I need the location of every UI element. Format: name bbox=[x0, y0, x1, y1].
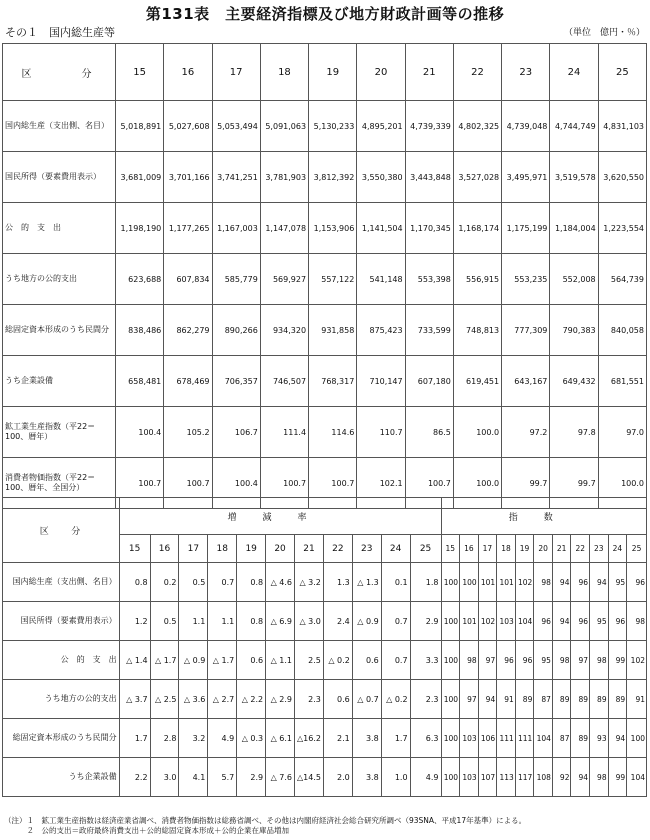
table1-cell: 3,443,848 bbox=[405, 152, 453, 203]
table2-index-cell: 113 bbox=[497, 758, 516, 797]
growth-index-table bbox=[2, 497, 647, 797]
table2-rate-cell: △ 0.3 bbox=[237, 719, 266, 758]
table2-index-cell: 107 bbox=[478, 758, 497, 797]
table1-cell: 4,744,749 bbox=[550, 101, 598, 152]
table2-index-cell: 89 bbox=[571, 719, 590, 758]
table2-rate-cell: 6.3 bbox=[410, 719, 441, 758]
table2-rate-cell: 4.1 bbox=[179, 758, 208, 797]
section-subtitle: その１ 国内総生産等 bbox=[5, 26, 115, 39]
table1-cell: 1,147,078 bbox=[260, 203, 308, 254]
table2-index-cell: 95 bbox=[534, 641, 553, 680]
table1-cell: 931,858 bbox=[309, 305, 357, 356]
table2-index-year-header: 21 bbox=[552, 535, 571, 563]
footnotes bbox=[4, 816, 526, 836]
table2-rate-cell: 3.2 bbox=[179, 719, 208, 758]
table1-cell: 100.4 bbox=[212, 458, 260, 509]
table1-year-header: 19 bbox=[309, 44, 357, 101]
table1-cell: 619,451 bbox=[453, 356, 501, 407]
table2-row bbox=[3, 602, 647, 641]
table2-index-cell: 98 bbox=[590, 758, 609, 797]
table1-header-label: 区 分 bbox=[3, 44, 116, 101]
table1-cell: 110.7 bbox=[357, 407, 405, 458]
table1-cell: 1,168,174 bbox=[453, 203, 501, 254]
table2-row-label: うち地方の公的支出 bbox=[3, 680, 120, 719]
table2-index-year-header: 22 bbox=[571, 535, 590, 563]
table2-rate-year-header: 15 bbox=[119, 535, 150, 563]
table2-index-cell: 106 bbox=[478, 719, 497, 758]
gdp-values-table bbox=[2, 43, 647, 509]
table1-cell: 100.0 bbox=[453, 407, 501, 458]
table1-cell: 97.0 bbox=[598, 407, 646, 458]
table2-index-cell: 98 bbox=[534, 563, 553, 602]
table2-index-cell: 97 bbox=[478, 641, 497, 680]
table2-row-label: うち企業設備 bbox=[3, 758, 120, 797]
table2-rate-cell: 0.6 bbox=[237, 641, 266, 680]
table1-cell: 4,802,325 bbox=[453, 101, 501, 152]
table1-cell: 100.7 bbox=[260, 458, 308, 509]
table2-rate-cell: 0.8 bbox=[237, 563, 266, 602]
table2-rate-year-header: 17 bbox=[179, 535, 208, 563]
table1-cell: 1,153,906 bbox=[309, 203, 357, 254]
table2-index-cell: 100 bbox=[441, 758, 460, 797]
table2-index-cell: 102 bbox=[478, 602, 497, 641]
table1-row bbox=[3, 305, 647, 356]
table2-index-cell: 101 bbox=[478, 563, 497, 602]
table2-rate-cell: 0.6 bbox=[352, 641, 381, 680]
table1-cell: 790,383 bbox=[550, 305, 598, 356]
table1-cell: 607,834 bbox=[164, 254, 212, 305]
table2-index-cell: 87 bbox=[534, 680, 553, 719]
table2-rate-cell: △ 3.2 bbox=[295, 563, 324, 602]
table1-cell: 3,495,971 bbox=[502, 152, 550, 203]
table1-cell: 840,058 bbox=[598, 305, 646, 356]
table2-rate-cell: 1.7 bbox=[119, 719, 150, 758]
table1-cell: 5,018,891 bbox=[116, 101, 164, 152]
table1-cell: 111.4 bbox=[260, 407, 308, 458]
table2-rate-cell: 3.0 bbox=[150, 758, 179, 797]
table2-index-cell: 104 bbox=[534, 719, 553, 758]
table2-index-cell: 117 bbox=[515, 758, 534, 797]
table2-rate-cell: 1.2 bbox=[119, 602, 150, 641]
table1-cell: 105.2 bbox=[164, 407, 212, 458]
table2-rate-cell: △ 1.4 bbox=[119, 641, 150, 680]
table2-index-cell: 100 bbox=[441, 641, 460, 680]
table1-cell: 1,177,265 bbox=[164, 203, 212, 254]
table2-index-cell: 100 bbox=[441, 719, 460, 758]
table2-rate-cell: 5.7 bbox=[208, 758, 237, 797]
table2-rate-cell: 2.8 bbox=[150, 719, 179, 758]
table2-index-cell: 94 bbox=[478, 680, 497, 719]
table2-index-cell: 89 bbox=[552, 680, 571, 719]
table2-index-cell: 104 bbox=[515, 602, 534, 641]
table1-cell: 99.7 bbox=[550, 458, 598, 509]
table1-cell: 710,147 bbox=[357, 356, 405, 407]
table1-row bbox=[3, 152, 647, 203]
table1-row bbox=[3, 254, 647, 305]
table2-rate-cell: △ 3.7 bbox=[119, 680, 150, 719]
table1-cell: 97.2 bbox=[502, 407, 550, 458]
table2-rate-cell: 4.9 bbox=[208, 719, 237, 758]
table2-index-cell: 98 bbox=[460, 641, 479, 680]
table2-index-year-header: 15 bbox=[441, 535, 460, 563]
table1-cell: 564,739 bbox=[598, 254, 646, 305]
table2-rate-cell: △ 3.6 bbox=[179, 680, 208, 719]
table1-year-header: 21 bbox=[405, 44, 453, 101]
table2-rate-year-header: 20 bbox=[266, 535, 295, 563]
table2-rate-cell: 3.8 bbox=[352, 758, 381, 797]
table1-row bbox=[3, 407, 647, 458]
table1-cell: 1,175,199 bbox=[502, 203, 550, 254]
table1-row-label: 鉱工業生産指数（平22＝100、暦年） bbox=[3, 407, 116, 458]
table2-rate-cell: △ 0.9 bbox=[352, 602, 381, 641]
table1-row bbox=[3, 203, 647, 254]
table2-rate-group-header: 増減率 bbox=[119, 498, 441, 535]
table1-header-row bbox=[3, 44, 647, 101]
table2-index-cell: 96 bbox=[571, 602, 590, 641]
table2-rate-cell: △ 4.6 bbox=[266, 563, 295, 602]
table2-rate-cell: 2.3 bbox=[410, 680, 441, 719]
table2-rate-cell: △ 0.2 bbox=[381, 680, 410, 719]
table2-rate-cell: 2.4 bbox=[323, 602, 352, 641]
table1-cell: 4,895,201 bbox=[357, 101, 405, 152]
table2-rate-cell: △ 2.7 bbox=[208, 680, 237, 719]
table1-cell: 681,551 bbox=[598, 356, 646, 407]
table2-rate-cell: △14.5 bbox=[295, 758, 324, 797]
table2-row bbox=[3, 719, 647, 758]
table2-row-label: 国民所得（要素費用表示） bbox=[3, 602, 120, 641]
table2-index-cell: 102 bbox=[627, 641, 647, 680]
table2-rate-cell: 0.7 bbox=[381, 641, 410, 680]
table2-rate-cell: △ 7.6 bbox=[266, 758, 295, 797]
table1-cell: 4,831,103 bbox=[598, 101, 646, 152]
table1-cell: 746,507 bbox=[260, 356, 308, 407]
table1-cell: 5,053,494 bbox=[212, 101, 260, 152]
table2-rate-cell: △ 0.7 bbox=[352, 680, 381, 719]
table2-index-cell: 89 bbox=[608, 680, 627, 719]
table2-rate-cell: 0.8 bbox=[119, 563, 150, 602]
table2-rate-cell: △ 0.2 bbox=[323, 641, 352, 680]
table2-index-cell: 100 bbox=[441, 602, 460, 641]
table2-index-cell: 91 bbox=[627, 680, 647, 719]
table2-rate-cell: 2.5 bbox=[295, 641, 324, 680]
table2-rate-year-header: 18 bbox=[208, 535, 237, 563]
table2-rate-cell: 2.9 bbox=[237, 758, 266, 797]
table1-row-label: うち地方の公的支出 bbox=[3, 254, 116, 305]
table1-row-label: 公 的 支 出 bbox=[3, 203, 116, 254]
table2-index-year-header: 19 bbox=[515, 535, 534, 563]
table2-index-cell: 94 bbox=[608, 719, 627, 758]
table2-rate-cell: 2.3 bbox=[295, 680, 324, 719]
table1-cell: 100.4 bbox=[116, 407, 164, 458]
table1-cell: 4,739,048 bbox=[502, 101, 550, 152]
table2-rate-cell: 1.1 bbox=[208, 602, 237, 641]
table1-year-header: 22 bbox=[453, 44, 501, 101]
table2-index-cell: 95 bbox=[608, 563, 627, 602]
table1-cell: 1,141,504 bbox=[357, 203, 405, 254]
table2-index-cell: 100 bbox=[441, 680, 460, 719]
table1-cell: 3,550,380 bbox=[357, 152, 405, 203]
table2-row bbox=[3, 563, 647, 602]
table1-cell: 5,091,063 bbox=[260, 101, 308, 152]
table1-cell: 1,198,190 bbox=[116, 203, 164, 254]
table2-rate-cell: △ 2.5 bbox=[150, 680, 179, 719]
table2-row bbox=[3, 680, 647, 719]
table2-rate-cell: 1.7 bbox=[381, 719, 410, 758]
table2-index-cell: 96 bbox=[608, 602, 627, 641]
table2-rate-cell: 3.3 bbox=[410, 641, 441, 680]
table1-cell: 557,122 bbox=[309, 254, 357, 305]
table1-cell: 556,915 bbox=[453, 254, 501, 305]
table2-group-header-row bbox=[3, 498, 647, 535]
table2-index-cell: 94 bbox=[590, 563, 609, 602]
table1-year-header: 16 bbox=[164, 44, 212, 101]
table1-year-header: 18 bbox=[260, 44, 308, 101]
table2-index-cell: 97 bbox=[460, 680, 479, 719]
table2-index-group-header: 指数 bbox=[441, 498, 646, 535]
table2-index-cell: 94 bbox=[552, 563, 571, 602]
table2-index-cell: 89 bbox=[590, 680, 609, 719]
table1-cell: 862,279 bbox=[164, 305, 212, 356]
table1-cell: 768,317 bbox=[309, 356, 357, 407]
table1-cell: 100.7 bbox=[164, 458, 212, 509]
table2-rate-cell: 2.0 bbox=[323, 758, 352, 797]
table2-index-cell: 97 bbox=[571, 641, 590, 680]
table2-row bbox=[3, 758, 647, 797]
table2-rate-year-header: 24 bbox=[381, 535, 410, 563]
table2-index-cell: 100 bbox=[441, 563, 460, 602]
table1-cell: 3,781,903 bbox=[260, 152, 308, 203]
table2-index-cell: 96 bbox=[515, 641, 534, 680]
table1-cell: 678,469 bbox=[164, 356, 212, 407]
table1-cell: 5,130,233 bbox=[309, 101, 357, 152]
table2-index-cell: 96 bbox=[571, 563, 590, 602]
table1-cell: 585,779 bbox=[212, 254, 260, 305]
table2-rate-cell: 0.7 bbox=[381, 602, 410, 641]
table1-cell: 100.7 bbox=[405, 458, 453, 509]
table1-cell: 5,027,608 bbox=[164, 101, 212, 152]
table1-cell: 706,357 bbox=[212, 356, 260, 407]
footnote-1: （注）１ 鉱工業生産指数は経済産業省調べ、消費者物価指数は総務省調べ、その他は内閣府経済社会総合研究所調べ（93SNA、平成17年基準）による。 bbox=[4, 816, 527, 825]
table2-index-cell: 103 bbox=[497, 602, 516, 641]
table1-row-label: 国内総生産（支出側、名目） bbox=[3, 101, 116, 152]
table1-cell: 3,741,251 bbox=[212, 152, 260, 203]
table2-index-cell: 101 bbox=[460, 602, 479, 641]
table2-rate-year-header: 16 bbox=[150, 535, 179, 563]
table2-index-year-header: 18 bbox=[497, 535, 516, 563]
table1-cell: 934,320 bbox=[260, 305, 308, 356]
table2-rate-cell: △ 1.3 bbox=[352, 563, 381, 602]
table2-index-cell: 96 bbox=[534, 602, 553, 641]
table1-cell: 607,180 bbox=[405, 356, 453, 407]
table2-rate-cell: 1.8 bbox=[410, 563, 441, 602]
table2-rate-year-header: 19 bbox=[237, 535, 266, 563]
table2-index-cell: 100 bbox=[627, 719, 647, 758]
table2-rate-cell: △16.2 bbox=[295, 719, 324, 758]
table1-cell: 658,481 bbox=[116, 356, 164, 407]
table2-index-cell: 111 bbox=[497, 719, 516, 758]
table2-rate-year-header: 21 bbox=[295, 535, 324, 563]
table2-rate-cell: 0.5 bbox=[150, 602, 179, 641]
table1-cell: 100.7 bbox=[309, 458, 357, 509]
table1-cell: 100.7 bbox=[116, 458, 164, 509]
table1-cell: 97.8 bbox=[550, 407, 598, 458]
table2-rate-cell: 3.8 bbox=[352, 719, 381, 758]
table1-cell: 649,432 bbox=[550, 356, 598, 407]
table1-row-label: 消費者物価指数（平22＝100、暦年、全国分） bbox=[3, 458, 116, 509]
table1-cell: 100.0 bbox=[453, 458, 501, 509]
table2-rate-cell: 2.2 bbox=[119, 758, 150, 797]
table2-index-cell: 96 bbox=[497, 641, 516, 680]
table2-rate-cell: △ 1.1 bbox=[266, 641, 295, 680]
table1-cell: 3,701,166 bbox=[164, 152, 212, 203]
table1-year-header: 25 bbox=[598, 44, 646, 101]
table2-rate-cell: 1.0 bbox=[381, 758, 410, 797]
table1-cell: 733,599 bbox=[405, 305, 453, 356]
table1-cell: 99.7 bbox=[502, 458, 550, 509]
table2-index-cell: 102 bbox=[515, 563, 534, 602]
table2-rate-cell: 0.2 bbox=[150, 563, 179, 602]
table1-cell: 1,223,554 bbox=[598, 203, 646, 254]
table1-cell: 838,486 bbox=[116, 305, 164, 356]
table2-index-cell: 108 bbox=[534, 758, 553, 797]
table1-year-header: 15 bbox=[116, 44, 164, 101]
table1-cell: 541,148 bbox=[357, 254, 405, 305]
table1-year-header: 24 bbox=[550, 44, 598, 101]
table2-index-cell: 91 bbox=[497, 680, 516, 719]
table2-index-cell: 96 bbox=[627, 563, 647, 602]
table2-rate-cell: 0.7 bbox=[208, 563, 237, 602]
table2-index-cell: 89 bbox=[515, 680, 534, 719]
table1-cell: 1,184,004 bbox=[550, 203, 598, 254]
table2-rate-cell: 2.9 bbox=[410, 602, 441, 641]
table1-cell: 1,170,345 bbox=[405, 203, 453, 254]
unit-label: （単位 億円・％） bbox=[563, 28, 645, 38]
table1-cell: 114.6 bbox=[309, 407, 357, 458]
table1-cell: 552,008 bbox=[550, 254, 598, 305]
table2-index-cell: 111 bbox=[515, 719, 534, 758]
table1-cell: 569,927 bbox=[260, 254, 308, 305]
table2-index-year-header: 20 bbox=[534, 535, 553, 563]
table1-cell: 643,167 bbox=[502, 356, 550, 407]
page-title: 第131表 主要経済指標及び地方財政計画等の推移 bbox=[145, 5, 505, 23]
table2-index-cell: 94 bbox=[571, 758, 590, 797]
table2-rate-cell: △ 2.2 bbox=[237, 680, 266, 719]
table1-cell: 890,266 bbox=[212, 305, 260, 356]
table2-index-cell: 99 bbox=[608, 641, 627, 680]
table2-index-cell: 89 bbox=[571, 680, 590, 719]
table1-cell: 875,423 bbox=[357, 305, 405, 356]
table1-cell: 748,813 bbox=[453, 305, 501, 356]
table2-index-cell: 98 bbox=[552, 641, 571, 680]
table1-year-header: 17 bbox=[212, 44, 260, 101]
table2-row bbox=[3, 641, 647, 680]
table2-index-cell: 103 bbox=[460, 758, 479, 797]
table1-row-label: 総固定資本形成のうち民間分 bbox=[3, 305, 116, 356]
table2-rate-cell: △ 1.7 bbox=[208, 641, 237, 680]
table2-rate-year-header: 23 bbox=[352, 535, 381, 563]
table1-cell: 3,527,028 bbox=[453, 152, 501, 203]
table2-index-cell: 104 bbox=[627, 758, 647, 797]
table2-index-cell: 93 bbox=[590, 719, 609, 758]
table1-cell: 3,812,392 bbox=[309, 152, 357, 203]
table2-rate-year-header: 22 bbox=[323, 535, 352, 563]
table2-rate-year-header: 25 bbox=[410, 535, 441, 563]
table2-index-cell: 100 bbox=[460, 563, 479, 602]
table1-cell: 3,620,550 bbox=[598, 152, 646, 203]
table2-rate-cell: 0.5 bbox=[179, 563, 208, 602]
table1-cell: 3,681,009 bbox=[116, 152, 164, 203]
table2-index-cell: 94 bbox=[552, 602, 571, 641]
table1-row bbox=[3, 356, 647, 407]
table2-index-cell: 87 bbox=[552, 719, 571, 758]
table1-year-header: 20 bbox=[357, 44, 405, 101]
table2-rate-cell: △ 0.9 bbox=[179, 641, 208, 680]
table2-row-label: 総固定資本形成のうち民間分 bbox=[3, 719, 120, 758]
table1-row bbox=[3, 101, 647, 152]
table2-index-year-header: 16 bbox=[460, 535, 479, 563]
table1-cell: 1,167,003 bbox=[212, 203, 260, 254]
table2-index-cell: 98 bbox=[627, 602, 647, 641]
table2-index-year-header: 24 bbox=[608, 535, 627, 563]
table1-cell: 553,398 bbox=[405, 254, 453, 305]
table2-index-cell: 99 bbox=[608, 758, 627, 797]
table2-rate-cell: △ 6.9 bbox=[266, 602, 295, 641]
table2-row-label: 国内総生産（支出側、名目） bbox=[3, 563, 120, 602]
table2-rate-cell: △ 3.0 bbox=[295, 602, 324, 641]
table2-index-cell: 98 bbox=[590, 641, 609, 680]
table2-rate-cell: 0.1 bbox=[381, 563, 410, 602]
table1-cell: 102.1 bbox=[357, 458, 405, 509]
table1-cell: 777,309 bbox=[502, 305, 550, 356]
footnote-2: ２ 公的支出＝政府最終消費支出＋公的総固定資本形成＋公的企業在庫品増加 bbox=[4, 826, 289, 835]
table2-rate-cell: △ 2.9 bbox=[266, 680, 295, 719]
table2-index-year-header: 23 bbox=[590, 535, 609, 563]
table2-index-cell: 92 bbox=[552, 758, 571, 797]
table2-rate-cell: △ 6.1 bbox=[266, 719, 295, 758]
table2-rate-cell: 1.3 bbox=[323, 563, 352, 602]
table1-cell: 106.7 bbox=[212, 407, 260, 458]
table1-row-label: うち企業設備 bbox=[3, 356, 116, 407]
table1-year-header: 23 bbox=[502, 44, 550, 101]
table2-index-cell: 103 bbox=[460, 719, 479, 758]
table1-cell: 553,235 bbox=[502, 254, 550, 305]
table1-cell: 100.0 bbox=[598, 458, 646, 509]
table2-index-year-header: 17 bbox=[478, 535, 497, 563]
table2-rate-cell: 2.1 bbox=[323, 719, 352, 758]
table2-rate-cell: 4.9 bbox=[410, 758, 441, 797]
table1-cell: 4,739,339 bbox=[405, 101, 453, 152]
table2-rate-cell: 0.8 bbox=[237, 602, 266, 641]
table2-index-year-header: 25 bbox=[627, 535, 647, 563]
table2-index-cell: 101 bbox=[497, 563, 516, 602]
table2-header-label: 区 分 bbox=[3, 498, 120, 563]
table1-row-label: 国民所得（要素費用表示） bbox=[3, 152, 116, 203]
table1-cell: 623,688 bbox=[116, 254, 164, 305]
table1-cell: 3,519,578 bbox=[550, 152, 598, 203]
table2-rate-cell: △ 1.7 bbox=[150, 641, 179, 680]
table2-row-label: 公 的 支 出 bbox=[3, 641, 120, 680]
table2-rate-cell: 0.6 bbox=[323, 680, 352, 719]
table2-index-cell: 95 bbox=[590, 602, 609, 641]
table2-rate-cell: 1.1 bbox=[179, 602, 208, 641]
table1-cell: 86.5 bbox=[405, 407, 453, 458]
